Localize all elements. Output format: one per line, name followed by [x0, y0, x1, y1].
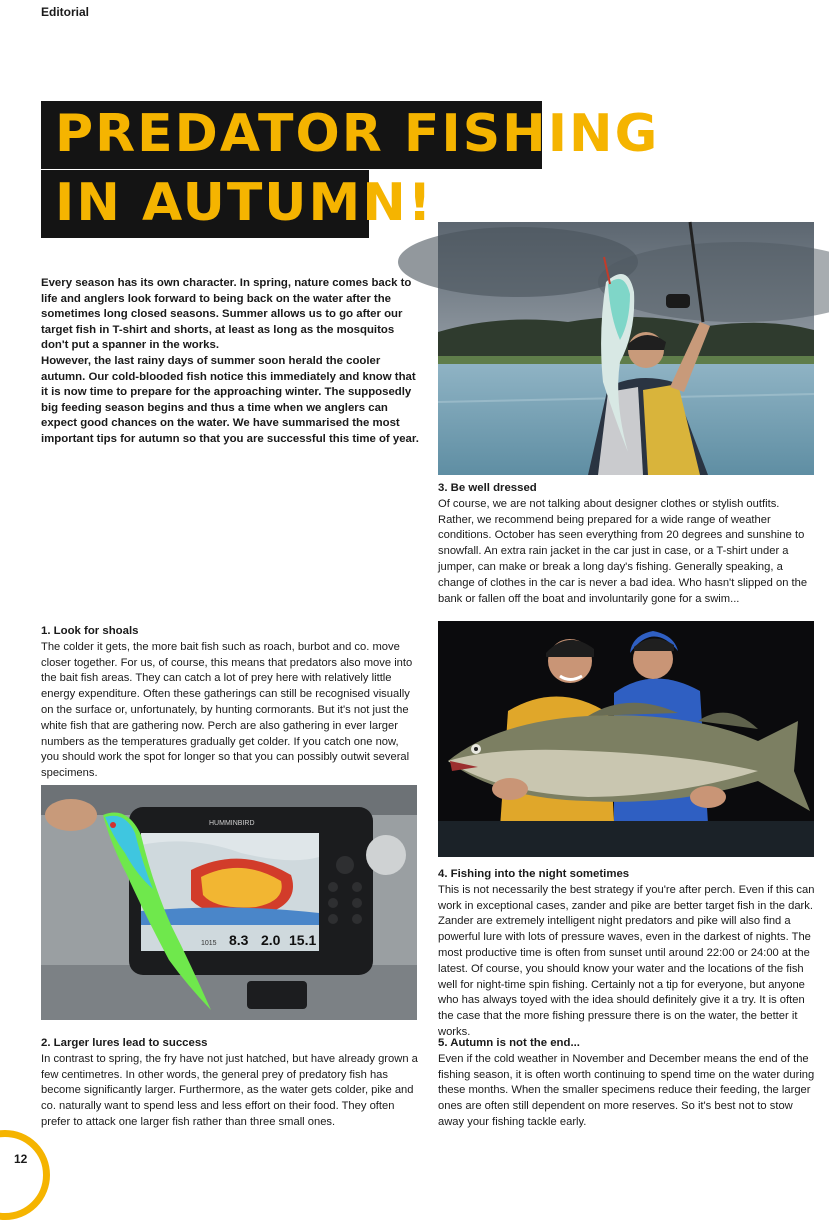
tip-1-body: The colder it gets, the more bait fish such as roach, burbot and co. move closer together. For us, of course, this means that predators also move into the bait fish areas. They can catch a lot of prey here with relatively little energy expenditure. Often these gatherings can still be recognised visually on the surface or, unfortunately, by hunting cormorants. But it's not just the white fish that are gathering now. Perch are also gathering in ever larger numbers as the temperatures gradually get colder. If you catch one now, you should work the spot for longer so that you can possibly outwit several specimens.: [41, 640, 413, 780]
page-number: 12: [14, 1152, 28, 1166]
tip-2-body: In contrast to spring, the fry have not just hatched, but have already grown a few centimetres. In other words, the general prey of predatory fish has become significantly larger. Furthermore, as the water gets colder, pike and co. naturally want to spend less and less effort on their food. They often prefer to attack one larger fish rather than three small ones.: [41, 1052, 418, 1128]
zander-night-illustration: [438, 621, 814, 857]
tip-4: [438, 867, 818, 1041]
sonar-brand: HUMMINBIRD: [209, 820, 255, 827]
tip-5-heading: 5. Autumn is not the end...: [438, 1037, 580, 1049]
intro-paragraph-2: However, the last rainy days of summer soon herald the cooler autumn. Our cold-blooded fish notice this immediately and know that it is now time to prepare for the approaching winter. The supposedly big feeding season begins and thus a time when we anglers can expect good chances on the water. We have summarised the most important tips for autumn so that you are successful this time of year.: [41, 354, 419, 445]
tip-5: [438, 1036, 818, 1131]
photo-zander-night: [438, 621, 814, 857]
intro-paragraph-1: Every season has its own character. In spring, nature comes back to life and anglers look forward to being back on the water after the sometimes long closed seasons. Summer allows us to go after our target fish in T-shirt and shorts, at least as long as the mosquitos don't put a spanner in the works.: [41, 277, 412, 352]
photo-sonar-lure: [41, 785, 417, 1020]
tip-3-heading: 3. Be well dressed: [438, 482, 537, 494]
tip-2: [41, 1036, 419, 1131]
tip-2-heading: 2. Larger lures lead to success: [41, 1037, 208, 1049]
tip-3: [438, 481, 816, 607]
tip-1: [41, 624, 419, 782]
tip-5-body: Even if the cold weather in November and December means the end of the fishing season, it is often worth continuing to spend time on the water during these months. When the smaller specimens reduce their feeding, the larger ones are often still dependent on more reserves. So it's best not to stow away your fishing tackle early.: [438, 1052, 815, 1128]
headline-line-1: PREDATOR FISHING: [41, 101, 542, 169]
intro-text: [41, 276, 421, 448]
sonar-small-reading: 1015: [201, 940, 217, 947]
sonar-reading-1: 8.3: [229, 932, 249, 948]
corner-arc-decoration: [0, 1130, 50, 1220]
tip-4-heading: 4. Fishing into the night sometimes: [438, 868, 630, 880]
sonar-reading-3: 15.1: [289, 932, 317, 948]
tip-4-body: This is not necessarily the best strategy if you're after perch. Even if this can work in exceptional cases, zander and pike are better target fish in the dark. Zander are extremely intelligent night predators and pike will also find a powerful lure with lots of pressure waves, even in the darkest of nights. The most productive time is often from sunset until around 22:00 or 24:00 at the latest. Of course, you should know your water and the locations of the fish well for night-time spin fishing. Certainly not a tip for everyone, but anyone who has always toyed with the idea should definitely give it a try. It is often the case that the more fishing pressure there is on the water, the better it works.: [438, 883, 815, 1038]
sonar-lure-illustration: [41, 785, 417, 1020]
angler-lake-illustration: [438, 222, 814, 475]
section-label: Editorial: [41, 5, 90, 19]
tip-3-body: Of course, we are not talking about designer clothes or stylish outfits. Rather, we recommend being prepared for a wide range of weather conditions. October has seen everything from 20 degrees and sunshine to snowfall. An extra rain jacket in the car just in case, or a T-shirt under a jumper, can make or break a long day's fishing. Generally speaking, a change of clothes in the car is never a bad idea. Who hasn't slipped on the bank or fallen off the boat and involuntarily gone for a swim...: [438, 497, 808, 605]
sonar-reading-2: 2.0: [261, 932, 281, 948]
headline-line-2: IN AUTUMN!: [41, 170, 369, 238]
photo-angler-lake: [438, 222, 814, 475]
tip-1-heading: 1. Look for shoals: [41, 625, 139, 637]
